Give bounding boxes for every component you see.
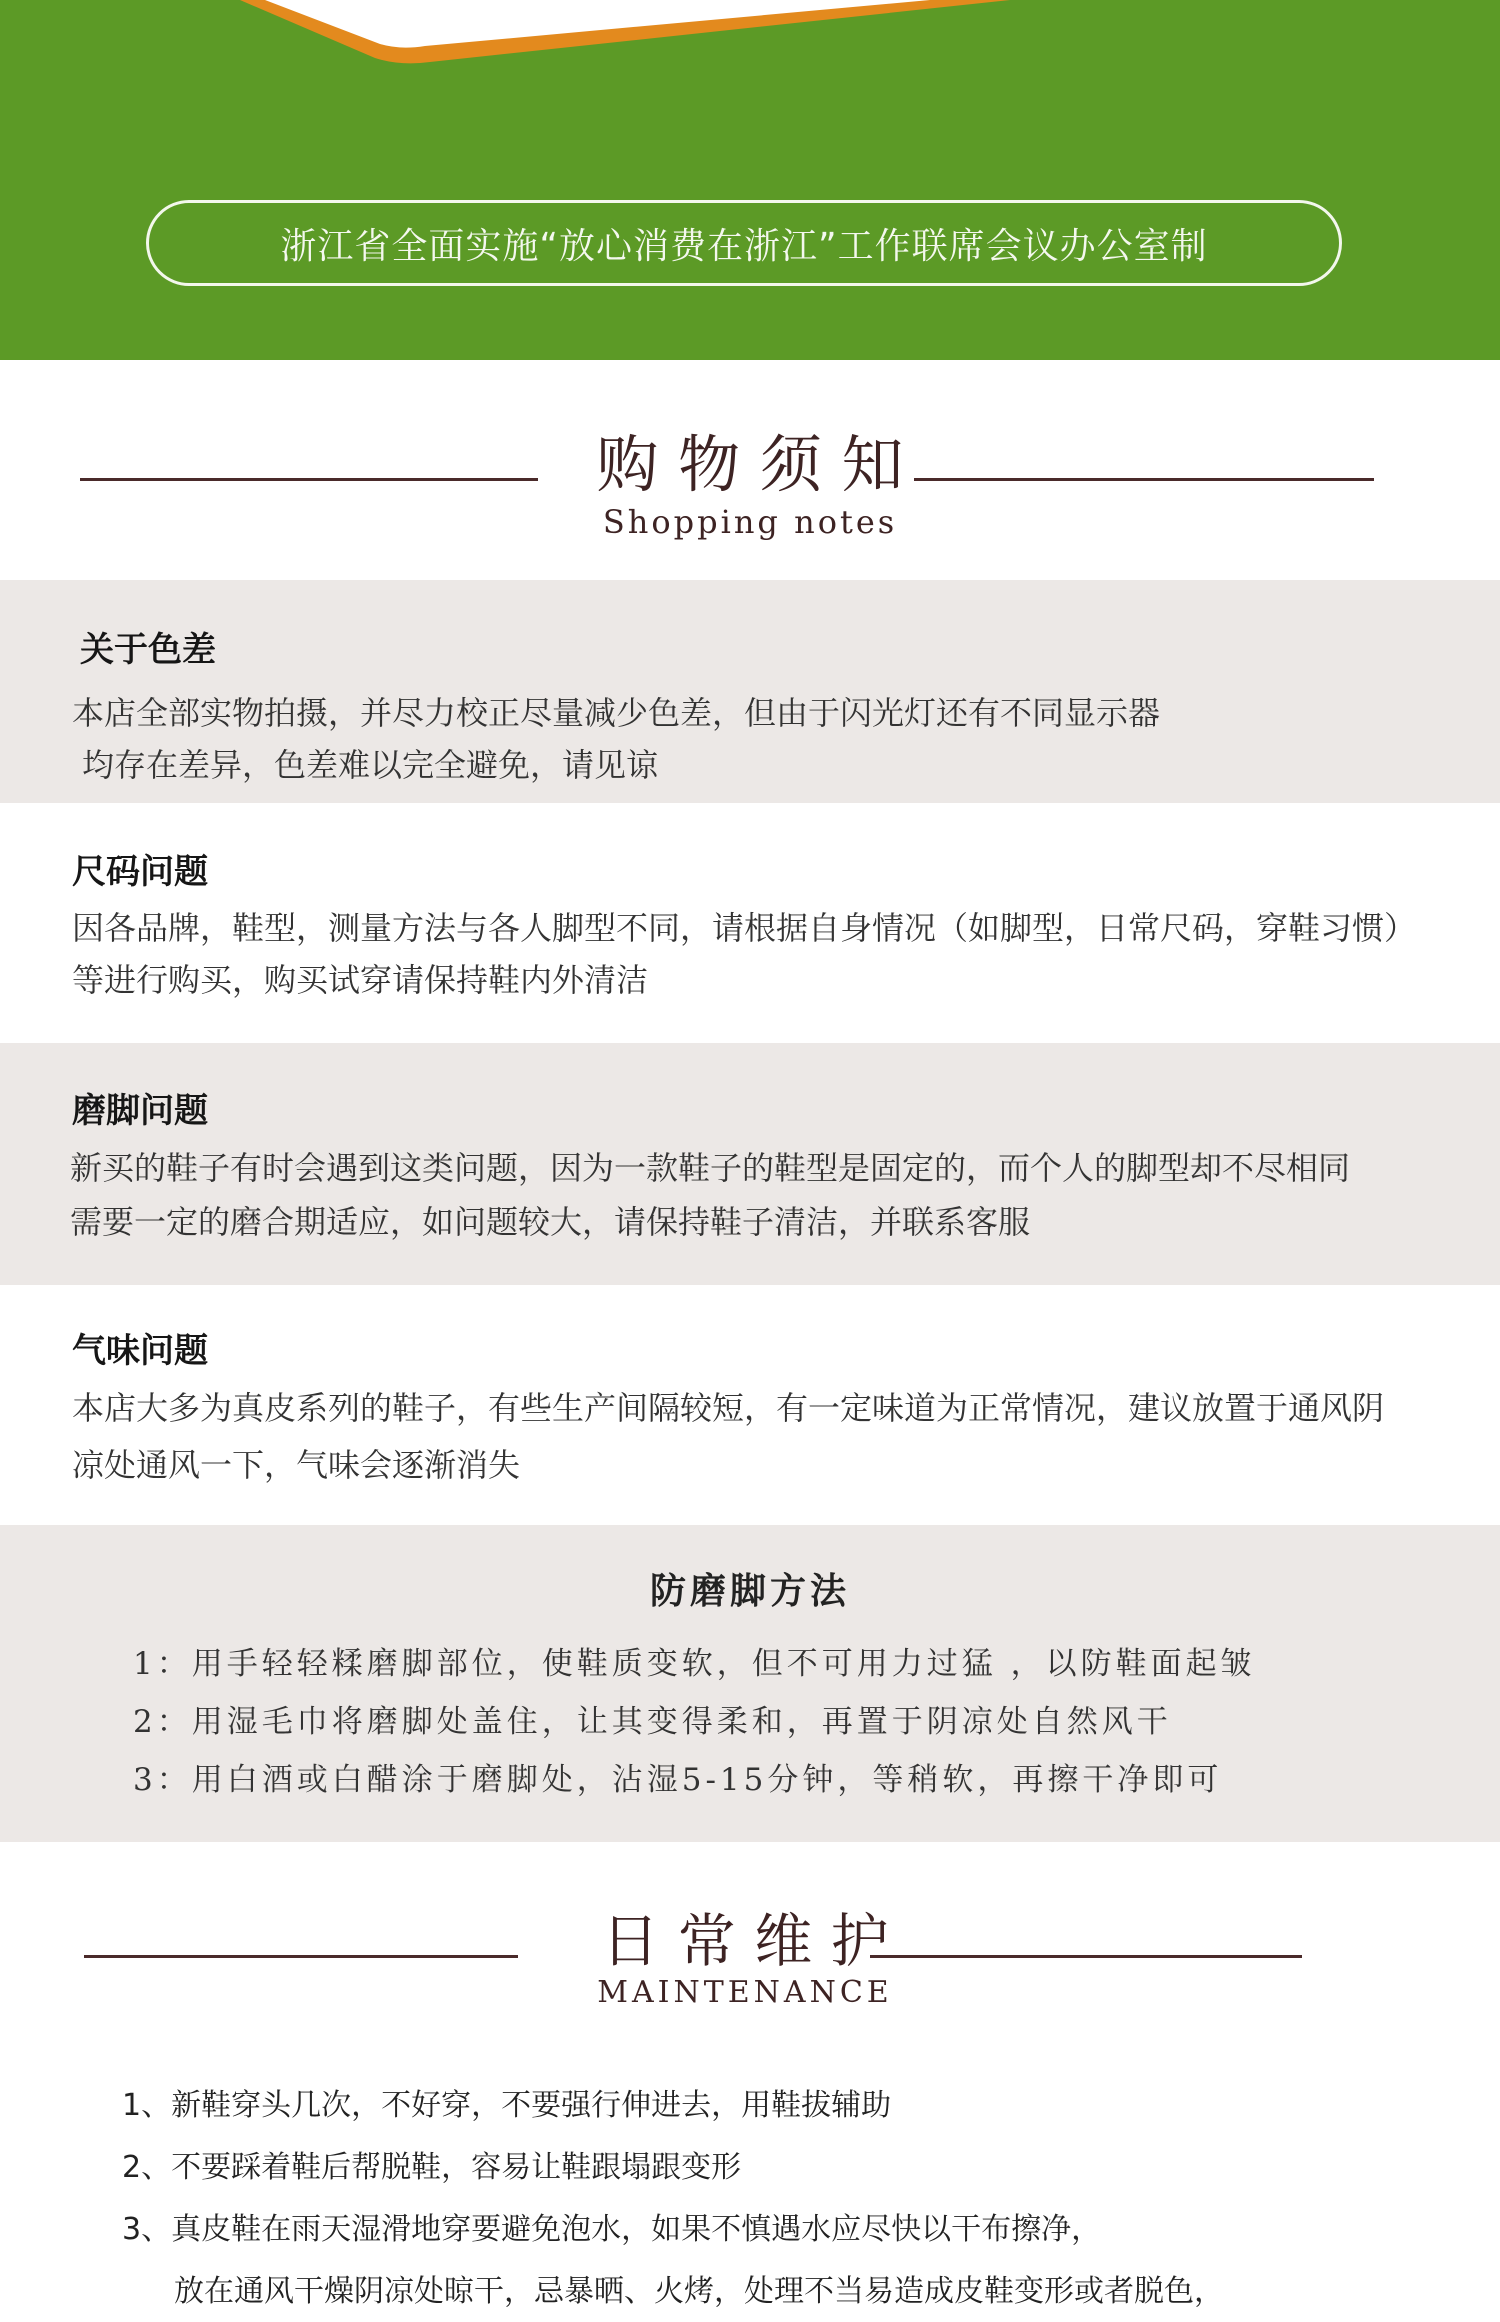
anti-blister-item: 3：用白酒或白醋涂于磨脚处，沾湿5-15分钟，等稍软，再擦干净即可 [133,1762,1223,1798]
section-color-difference [0,580,1500,803]
top-banner [0,0,1500,360]
section-text-line: 本店大多为真皮系列的鞋子，有些生产间隔较短，有一定味道为正常情况，建议放置于通风阴 [72,1389,1385,1427]
anti-blister-item: 2：用湿毛巾将磨脚处盖住，让其变得柔和，再置于阴凉处自然风干 [133,1704,1172,1740]
section-anti-blister [0,1525,1500,1842]
anti-blister-title: 防磨脚方法 [649,1570,850,1612]
banner-decoration [0,0,1500,360]
section-text-line: 本店全部实物拍摄，并尽力校正尽量减少色差，但由于闪光灯还有不同显示器 [72,694,1161,732]
section-text-line: 需要一定的磨合期适应，如问题较大，请保持鞋子清洁，并联系客服 [70,1203,1031,1241]
section-title: 磨脚问题 [72,1091,208,1131]
section-text-line: 等进行购买，购买试穿请保持鞋内外清洁 [72,961,649,999]
shopping-notes-heading [0,360,1500,580]
section-size [0,803,1500,1043]
section-text-line: 凉处通风一下，气味会逐渐消失 [72,1446,521,1484]
maintenance-subtitle: MAINTENANCE [597,1975,893,2010]
section-odor [0,1285,1500,1525]
section-title: 气味问题 [72,1331,208,1371]
maintenance-title: 日 常 维 护 [601,1907,889,1975]
maintenance-list [0,2042,1500,2322]
section-text-line: 因各品牌，鞋型，测量方法与各人脚型不同，请根据自身情况（如脚型，日常尺码，穿鞋习惯） [72,909,1417,947]
maintenance-item: 2、不要踩着鞋后帮脱鞋，容易让鞋跟塌跟变形 [122,2150,742,2185]
section-title: 尺码问题 [72,852,208,892]
section-text-line: 新买的鞋子有时会遇到这类问题，因为一款鞋子的鞋型是固定的，而个人的脚型却不尽相同 [70,1149,1351,1187]
maintenance-item: 3、真皮鞋在雨天湿滑地穿要避免泡水，如果不慎遇水应尽快以干布擦净， [122,2212,1102,2247]
maintenance-item: 放在通风干燥阴凉处晾干，忌暴晒、火烤，处理不当易造成皮鞋变形或者脱色， [174,2274,1224,2309]
maintenance-heading [0,1842,1500,2042]
section-text-line: 均存在差异，色差难以完全避免，请见谅 [82,746,659,784]
shopping-notes-subtitle: Shopping notes [602,503,898,541]
shopping-notes-title: 购 物 须 知 [596,428,904,501]
maintenance-item: 1、新鞋穿头几次，不好穿，不要强行伸进去，用鞋拔辅助 [122,2088,892,2123]
anti-blister-item: 1：用手轻轻糅磨脚部位，使鞋质变软，但不可用力过猛 ，以防鞋面起皱 [133,1646,1256,1682]
section-title: 关于色差 [80,630,216,670]
section-blisters [0,1043,1500,1285]
banner-pill-text: 浙江省全面实施“放心消费在浙江”工作联席会议办公室制 [146,200,1342,286]
